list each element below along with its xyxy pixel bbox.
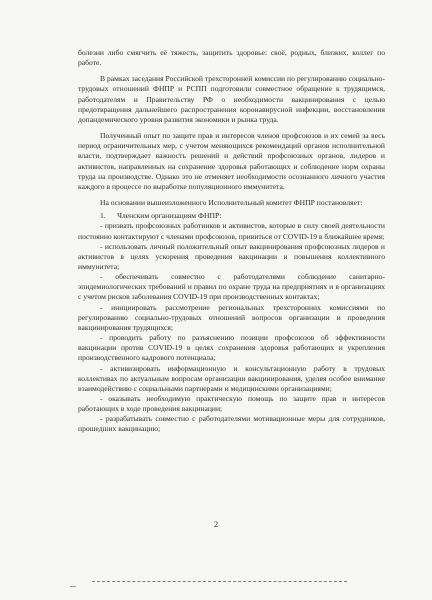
list-item: - проводить работу по разъяснению позиции профсоюзов об эффективности вакцинации против COVID-19 в целях сохранения здоровья работающих и укрепления производственного кадрового потенциала; (78, 333, 385, 363)
list-item: - призвать профсоюзных работников и активистов, которые в силу своей деятельности постоянно контактируют с членами профсоюзов, привиться от COVID-19 в ближайшее время; (78, 221, 385, 241)
list-item: - активизировать информационную и консультационную работу в трудовых коллективах по актуальным вопросам организации вакцинирования, уделяя особое внимание взаимодействию с социальными партнерами и медицинскими организациями; (78, 363, 385, 393)
list-item: - обеспечивать совместно с работодателями соблюдение санитарно-эпидемиологических требований и правил по охране труда на предприятиях и в организациях с учетом рисков заболевания COVID-19 при производственных контактах; (78, 272, 385, 302)
page-number: 2 (213, 519, 219, 529)
list-item: - оказывать необходимую практическую помощь по защите прав и интересов работающих в ходе проведения вакцинации; (78, 394, 385, 414)
list-item: - использовать личный положительный опыт вакцинирования профсоюзных лидеров и активистов в целях ускорения проведения вакцинации и повышения коллективного иммунитета; (78, 241, 385, 271)
paragraph-experience: Полученный опыт по защите прав и интересов членов профсоюзов и их семей за весь период ограничительных мер, с учетом меняющихся рекомендаций органов исполнительной власти, подтверждает важность решений и действий профсоюзных органов, лидеров и активистов, направленных на сохранение здоровья работающих и соблюдение норм охраны труда на производстве. Однако это не отменяет необходимости осознанного личного участия каждого в процессе по выработке популяционного иммунитета. (78, 131, 385, 191)
list-item: - инициировать рассмотрение региональных трехсторонних комиссиями по регулированию социально-трудовых отношений вопросов организации и проведения вакцинирования трудящихся; (78, 302, 385, 332)
footer-dashed-line (92, 581, 347, 582)
document-body (78, 48, 385, 435)
paragraph-tripartite-commission: В рамках заседания Российской трехсторонней комиссии по регулированию социально-трудовых отношений ФНПР и РСПП подготовили совместное обращение к трудящимся, работодателям и Правительству РФ о необходимости вакцинирования с целью предотвращения дальнейшего распространения коронавирусной инфекции, восстановления допандемического уровня развития экономики и рынка труда. (78, 74, 385, 124)
paragraph-continuation: болезни либо смягчить её тяжесть, защитить здоровье: своё, родных, близких, коллег по работе. (78, 48, 385, 68)
list-item: - разрабатывать совместно с работодателями мотивационные меры для сотрудников, прошедших вакцинацию; (78, 414, 385, 434)
scan-margin-mark (70, 586, 76, 587)
list-heading-member-organizations: 1. Членским организациям ФНПР: (100, 211, 222, 221)
paragraph-resolution-intro: На основании вышеизложенного Исполнительный комитет ФНПР постановляет: (100, 198, 363, 208)
